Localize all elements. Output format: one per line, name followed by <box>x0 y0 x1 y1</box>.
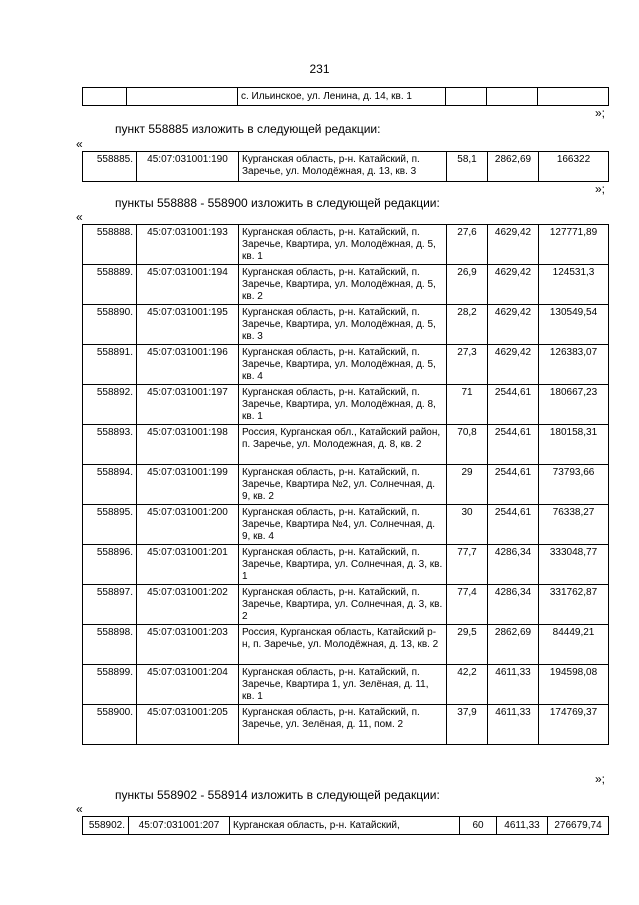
cell-no: 558895. <box>83 505 137 545</box>
cell-value: 166322 <box>539 152 609 182</box>
cell-no: 558902. <box>83 817 129 835</box>
cell-no: 558897. <box>83 585 137 625</box>
cell-area: 30 <box>447 505 488 545</box>
cell-cadastral: 45:07:031001:207 <box>129 817 230 835</box>
cell-cadastral: 45:07:031001:200 <box>137 505 239 545</box>
cell-cadastral: 45:07:031001:190 <box>137 152 239 182</box>
cell-cadastral: 45:07:031001:199 <box>137 465 239 505</box>
cell-value: 276679,74 <box>548 817 609 835</box>
cell-no: 558889. <box>83 265 137 305</box>
cell-rate <box>487 88 538 106</box>
open-quote: « <box>76 137 83 151</box>
table-row <box>83 705 609 745</box>
cell-rate: 4611,33 <box>488 705 539 745</box>
cell-value: 126383,07 <box>539 345 609 385</box>
cell-cadastral: 45:07:031001:202 <box>137 585 239 625</box>
cell-no: 558898. <box>83 625 137 665</box>
cell-address: Курганская область, р-н. Катайский, п. Заречье, Квартира, ул. Молодёжная, д. 5, кв. 3 <box>239 305 447 345</box>
cell-no: 558893. <box>83 425 137 465</box>
cell-address: Курганская область, р-н. Катайский, <box>230 817 460 835</box>
table-row <box>83 585 609 625</box>
table-section-1 <box>82 151 609 182</box>
close-quote: »; <box>595 106 606 120</box>
cell-rate: 4629,42 <box>488 225 539 265</box>
cell-area: 77,4 <box>447 585 488 625</box>
table-row <box>83 625 609 665</box>
table-section-2 <box>82 224 609 745</box>
cell-no: 558891. <box>83 345 137 385</box>
cell-address: Курганская область, р-н. Катайский, п. Заречье, Квартира №4, ул. Солнечная, д. 9, кв. 4 <box>239 505 447 545</box>
cell-rate: 4629,42 <box>488 265 539 305</box>
cell-address: Курганская область, р-н. Катайский, п. Заречье, Квартира, ул. Молодёжная, д. 5, кв. 1 <box>239 225 447 265</box>
cell-value: 84449,21 <box>539 625 609 665</box>
cell-area: 29 <box>447 465 488 505</box>
cell-area: 26,9 <box>447 265 488 305</box>
table-row <box>83 345 609 385</box>
cell-area: 27,3 <box>447 345 488 385</box>
cell-no <box>83 88 127 106</box>
cell-value: 174769,37 <box>539 705 609 745</box>
cell-address: Курганская область, р-н. Катайский, п. Заречье, ул. Зелёная, д. 11, пом. 2 <box>239 705 447 745</box>
cell-area: 42,2 <box>447 665 488 705</box>
cell-rate: 4611,33 <box>497 817 548 835</box>
cell-value: 127771,89 <box>539 225 609 265</box>
cell-value <box>538 88 609 106</box>
table-row <box>83 265 609 305</box>
cell-address: Курганская область, р-н. Катайский, п. Заречье, Квартира, ул. Солнечная, д. 3, кв. 2 <box>239 585 447 625</box>
cell-rate: 2862,69 <box>488 152 539 182</box>
cell-address: Курганская область, р-н. Катайский, п. Заречье, Квартира, ул. Молодёжная, д. 8, кв. 1 <box>239 385 447 425</box>
cell-rate: 4629,42 <box>488 345 539 385</box>
cell-cadastral: 45:07:031001:194 <box>137 265 239 305</box>
table-row <box>83 545 609 585</box>
cell-cadastral: 45:07:031001:203 <box>137 625 239 665</box>
table-row <box>83 425 609 465</box>
cell-address: Курганская область, р-н. Катайский, п. Заречье, ул. Молодёжная, д. 13, кв. 3 <box>239 152 447 182</box>
cell-area <box>446 88 487 106</box>
cell-area: 60 <box>460 817 497 835</box>
cell-value: 194598,08 <box>539 665 609 705</box>
table-row <box>83 305 609 345</box>
cell-cadastral: 45:07:031001:198 <box>137 425 239 465</box>
cell-value: 180667,23 <box>539 385 609 425</box>
cell-no: 558900. <box>83 705 137 745</box>
cell-address: Россия, Курганская обл., Катайский район, п. Заречье, ул. Молодежная, д. 8, кв. 2 <box>239 425 447 465</box>
page-number: 231 <box>309 62 330 76</box>
cell-value: 180158,31 <box>539 425 609 465</box>
table-section-3 <box>82 816 609 835</box>
cell-cadastral: 45:07:031001:205 <box>137 705 239 745</box>
cell-rate: 2544,61 <box>488 385 539 425</box>
cell-no: 558899. <box>83 665 137 705</box>
cell-address: Курганская область, р-н. Катайский, п. Заречье, Квартира 1, ул. Зелёная, д. 11, кв. 1 <box>239 665 447 705</box>
cell-area: 70,8 <box>447 425 488 465</box>
cell-rate: 4286,34 <box>488 545 539 585</box>
cell-rate: 2862,69 <box>488 625 539 665</box>
cell-rate: 4629,42 <box>488 305 539 345</box>
cell-value: 73793,66 <box>539 465 609 505</box>
cell-rate: 2544,61 <box>488 465 539 505</box>
cell-rate: 2544,61 <box>488 505 539 545</box>
cell-no: 558894. <box>83 465 137 505</box>
cell-address: Курганская область, р-н. Катайский, п. Заречье, Квартира, ул. Молодёжная, д. 5, кв. 2 <box>239 265 447 305</box>
cell-address: Курганская область, р-н. Катайский, п. Заречье, Квартира, ул. Молодёжная, д. 5, кв. 4 <box>239 345 447 385</box>
cell-area: 27,6 <box>447 225 488 265</box>
cell-value: 76338,27 <box>539 505 609 545</box>
cell-cadastral: 45:07:031001:195 <box>137 305 239 345</box>
instruction-3: пункты 558902 - 558914 изложить в следующей редакции: <box>115 788 440 802</box>
cell-address: Россия, Курганская область, Катайский р-н, п. Заречье, ул. Молодёжная, д. 13, кв. 2 <box>239 625 447 665</box>
table-row <box>83 505 609 545</box>
cell-cadastral: 45:07:031001:197 <box>137 385 239 425</box>
table-row <box>83 152 609 182</box>
close-quote: »; <box>595 182 606 196</box>
cell-value: 130549,54 <box>539 305 609 345</box>
cell-cadastral <box>127 88 238 106</box>
instruction-1: пункт 558885 изложить в следующей редакции: <box>115 122 381 136</box>
cell-no: 558885. <box>83 152 137 182</box>
cell-address: Курганская область, р-н. Катайский, п. Заречье, Квартира, ул. Солнечная, д. 3, кв. 1 <box>239 545 447 585</box>
cell-address: с. Ильинское, ул. Ленина, д. 14, кв. 1 <box>238 88 446 106</box>
table-row <box>83 88 609 106</box>
cell-area: 58,1 <box>447 152 488 182</box>
cell-area: 71 <box>447 385 488 425</box>
cell-cadastral: 45:07:031001:204 <box>137 665 239 705</box>
open-quote: « <box>76 210 83 224</box>
cell-rate: 4611,33 <box>488 665 539 705</box>
table-row <box>83 817 609 835</box>
cell-area: 77,7 <box>447 545 488 585</box>
cell-no: 558888. <box>83 225 137 265</box>
cell-rate: 4286,34 <box>488 585 539 625</box>
cell-no: 558892. <box>83 385 137 425</box>
cell-value: 331762,87 <box>539 585 609 625</box>
cell-area: 28,2 <box>447 305 488 345</box>
cell-value: 124531,3 <box>539 265 609 305</box>
close-quote: »; <box>595 772 606 786</box>
table-row <box>83 225 609 265</box>
cell-cadastral: 45:07:031001:193 <box>137 225 239 265</box>
cell-area: 29,5 <box>447 625 488 665</box>
table-row <box>83 665 609 705</box>
cell-no: 558890. <box>83 305 137 345</box>
table-previous <box>82 87 609 106</box>
cell-value: 333048,77 <box>539 545 609 585</box>
cell-address: Курганская область, р-н. Катайский, п. Заречье, Квартира №2, ул. Солнечная, д. 9, кв. 2 <box>239 465 447 505</box>
cell-area: 37,9 <box>447 705 488 745</box>
cell-cadastral: 45:07:031001:201 <box>137 545 239 585</box>
instruction-2: пункты 558888 - 558900 изложить в следующей редакции: <box>115 196 440 210</box>
cell-rate: 2544,61 <box>488 425 539 465</box>
table-row <box>83 465 609 505</box>
cell-no: 558896. <box>83 545 137 585</box>
table-row <box>83 385 609 425</box>
cell-cadastral: 45:07:031001:196 <box>137 345 239 385</box>
open-quote: « <box>76 802 83 816</box>
